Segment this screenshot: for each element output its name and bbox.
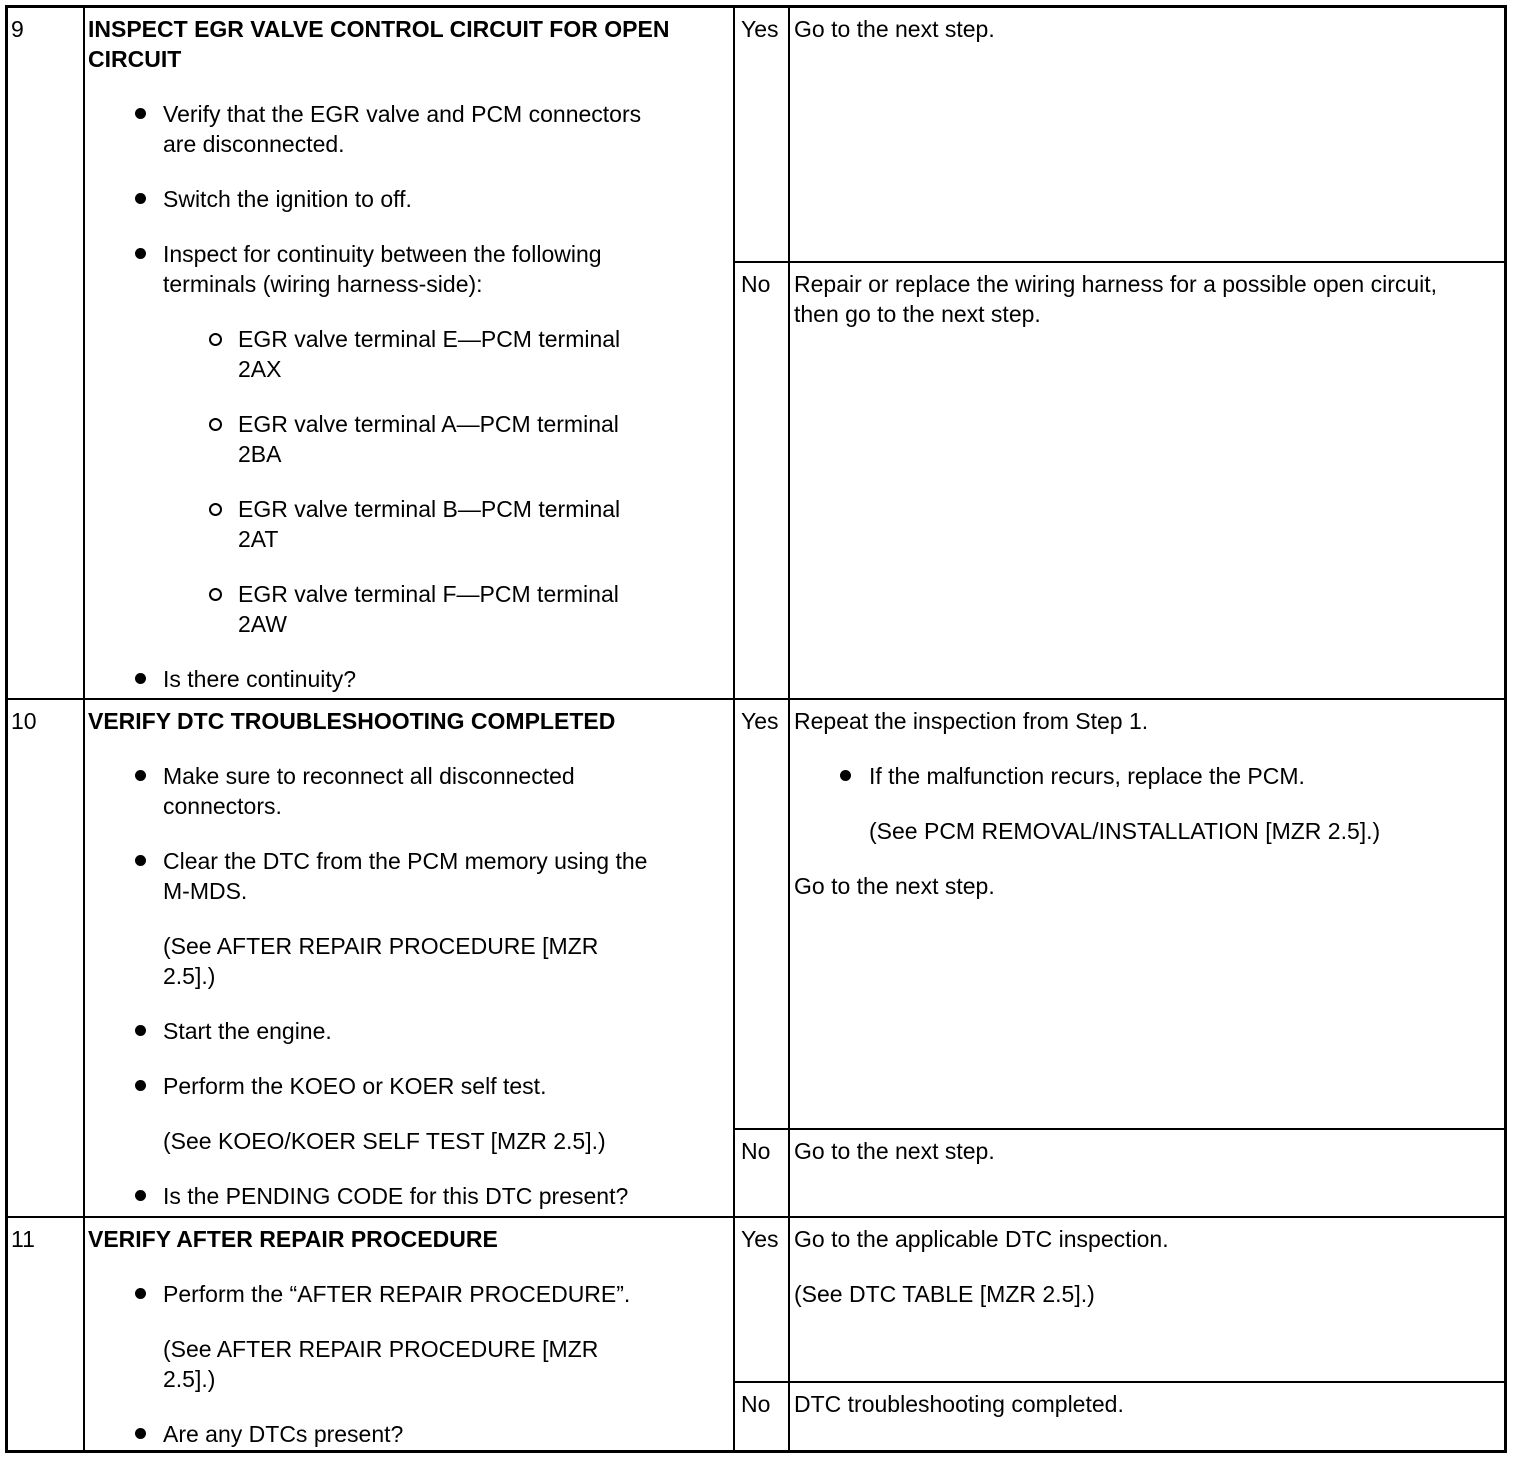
bullet-icon [135,1288,146,1299]
bullet-icon [135,193,146,204]
column-divider-answer [788,8,790,1450]
reference-text: (See DTC TABLE [MZR 2.5].) [794,1281,1095,1307]
sub-bullet-text: 2AX [238,356,282,382]
sub-bullet-text: EGR valve terminal A—PCM terminal [238,411,619,437]
bullet-icon [135,770,146,781]
sub-bullet-text: 2BA [238,441,282,467]
bullet-icon [135,1080,146,1091]
no-label: No [741,1391,771,1417]
no-action: DTC troubleshooting completed. [794,1391,1124,1417]
reference-text: (See KOEO/KOER SELF TEST [MZR 2.5].) [163,1128,606,1154]
reference-text: 2.5].) [163,1366,216,1392]
bullet-icon [135,673,146,684]
yes-bullet-text: If the malfunction recurs, replace the PCM. [869,763,1305,789]
question-text: Is there continuity? [163,666,357,692]
sub-bullet-text: 2AW [238,611,287,637]
step-number: 10 [11,708,37,734]
reference-text: (See PCM REMOVAL/INSTALLATION [MZR 2.5].) [869,818,1381,844]
bullet-text: Clear the DTC from the PCM memory using the [163,848,648,874]
bullet-icon [135,1025,146,1036]
yes-no-divider-11 [733,1381,1504,1383]
yes-no-divider-9 [733,261,1504,263]
sub-bullet-text: EGR valve terminal E—PCM terminal [238,326,621,352]
bullet-icon [135,108,146,119]
no-action: Go to the next step. [794,1138,995,1164]
step-title-line: VERIFY DTC TROUBLESHOOTING COMPLETED [88,708,616,734]
bullet-text: Make sure to reconnect all disconnected [163,763,575,789]
question-text: Are any DTCs present? [163,1421,404,1447]
row-divider-10-11 [8,1216,1504,1218]
no-label: No [741,1138,771,1164]
reference-text: 2.5].) [163,963,216,989]
yes-no-divider-10 [733,1128,1504,1130]
bullet-icon [135,248,146,259]
sub-bullet-icon [209,588,222,601]
column-divider-step [83,8,85,1450]
sub-bullet-icon [209,418,222,431]
step-title-line: CIRCUIT [88,46,182,72]
sub-bullet-icon [209,503,222,516]
bullet-text: Switch the ignition to off. [163,186,412,212]
yes-action: Go to the applicable DTC inspection. [794,1226,1169,1252]
column-divider-action [733,8,735,1450]
bullet-icon [840,770,851,781]
question-text: Is the PENDING CODE for this DTC present? [163,1183,629,1209]
bullet-text: Inspect for continuity between the following [163,241,602,267]
reference-text: (See AFTER REPAIR PROCEDURE [MZR [163,933,599,959]
yes-action: Go to the next step. [794,16,995,42]
row-divider-9-10 [8,698,1504,700]
troubleshooting-table [5,5,1507,1453]
bullet-text: Verify that the EGR valve and PCM connectors [163,101,642,127]
no-action: Repair or replace the wiring harness for a possible open circuit, [794,271,1438,297]
bullet-text: connectors. [163,793,282,819]
bullet-text: Perform the “AFTER REPAIR PROCEDURE”. [163,1281,631,1307]
step-title-line: INSPECT EGR VALVE CONTROL CIRCUIT FOR OPEN [88,16,670,42]
no-label: No [741,271,771,297]
bullet-text: M-MDS. [163,878,248,904]
bullet-text: are disconnected. [163,131,345,157]
sub-bullet-text: EGR valve terminal B—PCM terminal [238,496,621,522]
sub-bullet-text: 2AT [238,526,279,552]
step-title-line: VERIFY AFTER REPAIR PROCEDURE [88,1226,498,1252]
step-number: 9 [11,16,24,42]
yes-then: Go to the next step. [794,873,995,899]
bullet-text: Start the engine. [163,1018,332,1044]
yes-action: Repeat the inspection from Step 1. [794,708,1149,734]
bullet-icon [135,1428,146,1439]
reference-text: (See AFTER REPAIR PROCEDURE [MZR [163,1336,599,1362]
yes-label: Yes [741,708,779,734]
bullet-text: terminals (wiring harness-side): [163,271,483,297]
sub-bullet-icon [209,333,222,346]
bullet-icon [135,1190,146,1201]
step-number: 11 [11,1226,35,1252]
sub-bullet-text: EGR valve terminal F—PCM terminal [238,581,619,607]
no-action: then go to the next step. [794,301,1041,327]
bullet-icon [135,855,146,866]
yes-label: Yes [741,1226,779,1252]
yes-label: Yes [741,16,779,42]
bullet-text: Perform the KOEO or KOER self test. [163,1073,547,1099]
